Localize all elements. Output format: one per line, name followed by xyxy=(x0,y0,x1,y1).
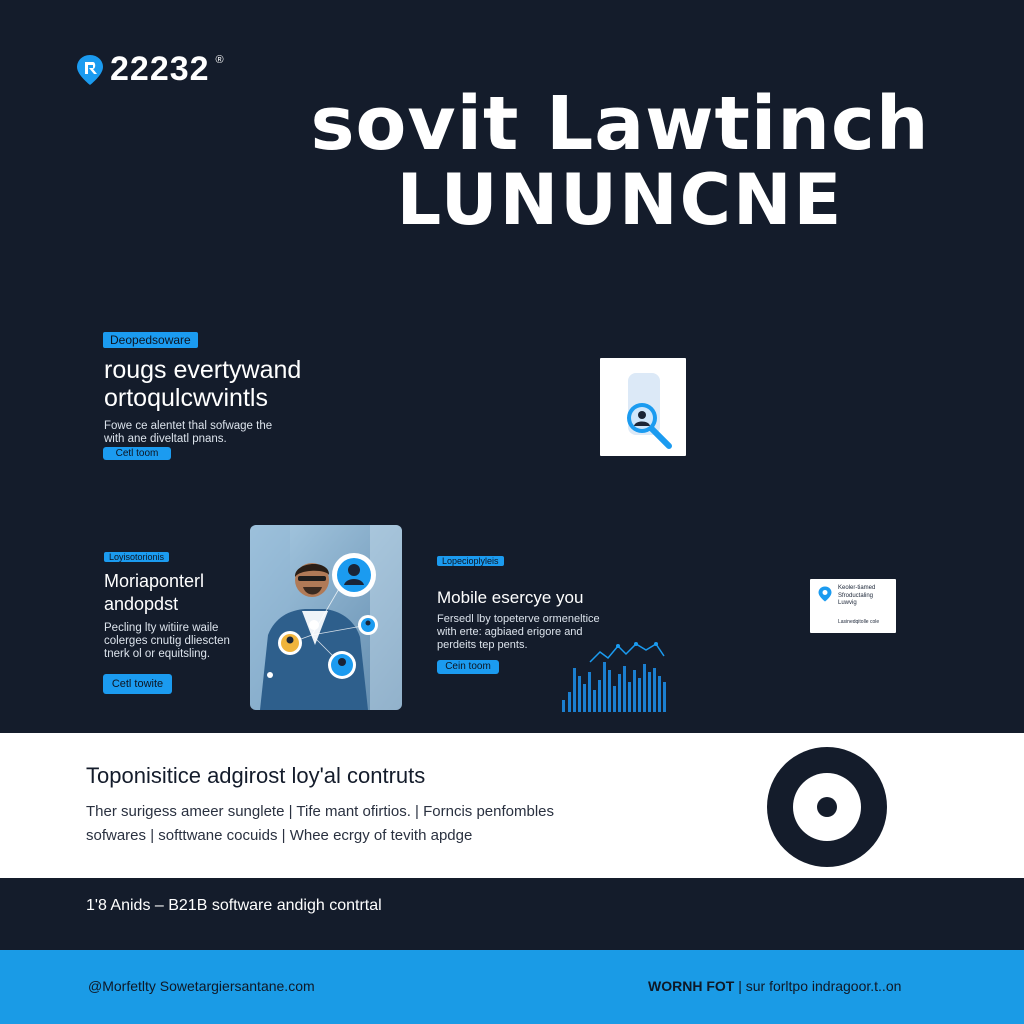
feature-1-heading xyxy=(104,357,301,412)
mini-card-line-3: Luwvig xyxy=(838,600,857,606)
feature-2-heading-line-2: andopdst xyxy=(104,594,179,615)
feature-2-tag: Loyisotorionis xyxy=(104,552,169,562)
brand-registered-mark: ® xyxy=(215,53,224,66)
feature-3-body-line-2: with erte: agbiaed erigore and xyxy=(437,626,583,639)
person-photo xyxy=(250,525,402,710)
feature-3-body-line-1: Fersedl lby topeterve ormeneltice xyxy=(437,613,600,625)
feature-2-body xyxy=(104,622,244,662)
feature-2-body-line-1: Pecling lty witiire waile xyxy=(104,622,219,634)
footer-info-rest: | sur forltpo indragoor.t..on xyxy=(734,978,902,994)
benefits-title: Toponisitice adgirost loy'al contruts xyxy=(86,763,426,788)
footer-contact-link[interactable]: @Morfetlty Sowetargiersantane.com xyxy=(88,978,315,994)
feature-1-body xyxy=(104,420,314,446)
feature-2-body-line-3: tnerk ol or equitsling. xyxy=(104,648,211,661)
feature-2-body-line-2: colerges cnutig dliescten xyxy=(104,635,230,648)
feature-1-heading-line-2: ortoqulcwvintls xyxy=(104,383,268,412)
tagline: 1'8 Anids – B21B software andigh contrtal xyxy=(86,897,382,914)
search-icon xyxy=(600,358,686,456)
avatar-icon xyxy=(332,553,376,597)
brand-name: 22232 xyxy=(110,50,210,88)
mini-card-line-2: Sfroductaling xyxy=(838,592,874,599)
person-photo-card xyxy=(250,525,402,710)
mini-card-footer: Lasinedqitolle cole xyxy=(838,619,880,625)
benefits-row-2: sofwares | softtwane cocuids | Whee ecrgy of tevith apdge xyxy=(86,827,473,844)
feature-1-cta-button[interactable]: Cetl toom xyxy=(103,447,171,460)
feature-3-body-line-3: perdeits tep pents. xyxy=(437,639,528,652)
footer-info[interactable] xyxy=(648,978,901,994)
hero-title xyxy=(300,81,940,241)
feature-3-tag: Lopecioplyleis xyxy=(437,556,504,566)
feature-3-heading: Mobile esercye you xyxy=(437,588,584,607)
feature-1-heading-line-1: rougs evertywand xyxy=(104,356,302,384)
feature-1-body-line-2: with ane diveltatl pnans. xyxy=(104,433,227,446)
target-icon xyxy=(767,747,887,867)
search-card[interactable] xyxy=(600,358,686,456)
hero-title-line-2: LUNUNCNE xyxy=(396,158,844,241)
feature-1-body-line-1: Fowe ce alentet thal sofwage the xyxy=(104,420,273,432)
footer-info-bold: WORNH FOT xyxy=(648,978,735,994)
feature-2-cta-button[interactable]: Cetl towite xyxy=(103,674,172,694)
location-pin-icon xyxy=(818,586,832,602)
location-pin-icon xyxy=(76,54,104,86)
brand-logo[interactable] xyxy=(76,50,224,89)
mini-card-line-1: Keoler-tiamed xyxy=(838,585,876,591)
hero-title-line-1: sovit Lawtinch xyxy=(310,81,930,167)
feature-1-tag: Deopedsoware xyxy=(103,332,198,348)
feature-2-heading-line-1: Moriaponterl xyxy=(104,571,205,591)
bar-chart-icon xyxy=(560,640,670,712)
mini-info-card[interactable] xyxy=(810,579,896,633)
benefits-row-1: Ther surigess ameer sunglete | Tife mant ofirtios. | Forncis penfombles xyxy=(86,803,554,820)
feature-3-cta-button[interactable]: Cein toom xyxy=(437,660,499,674)
feature-2-heading xyxy=(104,570,204,617)
